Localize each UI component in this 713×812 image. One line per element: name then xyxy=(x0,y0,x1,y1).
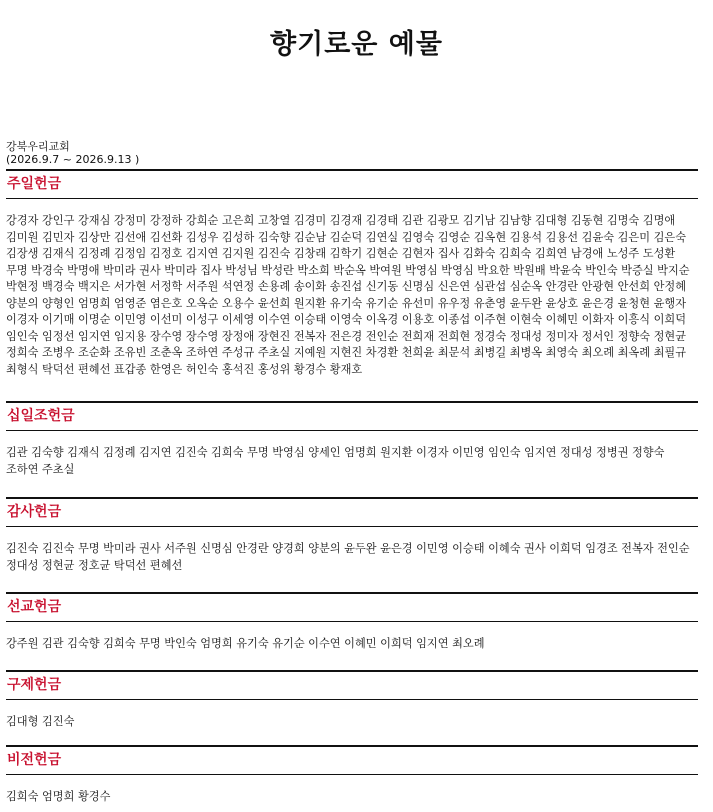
donor-names: 김관 김숙향 김재식 김정례 김지연 김진숙 김희숙 무명 박영심 양세인 엄명희 원지환 이경자 이민영 임인숙 임지연 정대성 정병권 정향숙 조하연 주초실 xyxy=(6,446,665,476)
donor-names: 강경자 강인구 강재심 강정미 강정하 강희순 고은희 고창열 김경미 김경재 김경태 김관 김광모 김기남 김남향 김대형 김동현 김명숙 김명애 김미원 김민자 김상만 김선애 김선화 김성우 김성하 김숙향 김순남 김순덕 김연실 김영숙 김영순 김옥현 김용석 김용선 김윤숙 김은미 김은숙 김장생 김재식 김정례 김정임 김정호 김지연 김지원 김진숙 김창래 김학기 김현순 김현자 집사 김화숙 김희숙 김희연 남경애 노성주 도성환 무명 박경숙 박명애 박미라 권사 박미라 집사 박성님 박성란 박소희 박순옥 박여원 박영심 박영심 박요한 박원배 박윤숙 박인숙 박증실 박지순 박현정 백경숙 백지은 서가현 서정학 서주원 석연정 손용례 송이화 송진섭 신기동 신명심 신은연 심관섭 심순옥 안경란 안광현 안선희 안정혜 양분의 양형인 엄명희 엄영준 염은호 오옥순 오용수 윤선희 원지환 유기숙 유기순 유선미 유우정 유춘영 윤두완 윤상호 윤은경 윤청현 윤행자 이경자 이기매 이명순 이민영 이선미 이성구 이세영 이수연 이승태 이영숙 이옥경 이용호 이종섭 이주현 이현숙 이혜민 이화자 이흥식 이희덕 임인숙 임정선 임지연 임지용 장수영 장수영 장정애 장현진 전복자 전은경 전인순 전희재 전희현 정경숙 정대성 정미자 정서인 정향숙 정현균 정희숙 조병우 조순화 조유빈 조춘옥 조하연 주성규 주초실 지예원 지현진 차경환 천희윤 최문석 최병길 최병옥 최영숙 최오례 최옥례 최필규 최형식 탁덕선 편혜선 표갑종 한영은 허인숙 홍석진 홍성위 황경수 황재호 xyxy=(6,214,690,376)
section-heading: 구제헌금 xyxy=(7,677,62,693)
divider xyxy=(6,198,698,199)
section-heading: 주일헌금 xyxy=(7,176,62,192)
section-mission xyxy=(6,592,698,653)
section-heading: 감사헌금 xyxy=(7,504,62,520)
date-range: (2026.9.7 ~ 2026.9.13 ) xyxy=(6,153,140,166)
bulletin-meta xyxy=(6,140,139,166)
section-heading: 선교헌금 xyxy=(7,599,62,615)
donor-names: 김희숙 엄명희 황경수 xyxy=(6,790,111,803)
divider xyxy=(6,699,698,700)
section-relief xyxy=(6,670,698,731)
page-title: 향기로운 예물 xyxy=(270,29,443,60)
donor-names: 김대형 김진숙 xyxy=(6,715,75,728)
divider xyxy=(6,774,698,775)
section-vision xyxy=(6,745,698,806)
section-heading: 십일조헌금 xyxy=(7,408,75,424)
section-tithe xyxy=(6,401,698,478)
divider xyxy=(6,526,698,527)
divider xyxy=(6,621,698,622)
church-name: 강북우리교회 xyxy=(6,140,70,153)
donor-names: 강주원 김관 김숙향 김희숙 무명 박인숙 엄명희 유기숙 유기순 이수연 이혜민 이희덕 임지연 최오례 xyxy=(6,637,485,650)
divider xyxy=(6,430,698,431)
section-heading: 비전헌금 xyxy=(7,752,62,768)
donor-names: 김진숙 김진숙 무명 박미라 권사 서주원 신명심 안경란 양경희 양분의 윤두완 윤은경 이민영 이승태 이혜숙 권사 이희덕 임경조 전복자 전인순 정대성 정현균 정호균 탁덕선 편혜선 xyxy=(6,542,690,572)
section-thanksgiving xyxy=(6,497,698,574)
section-sunday-offering xyxy=(6,169,698,378)
